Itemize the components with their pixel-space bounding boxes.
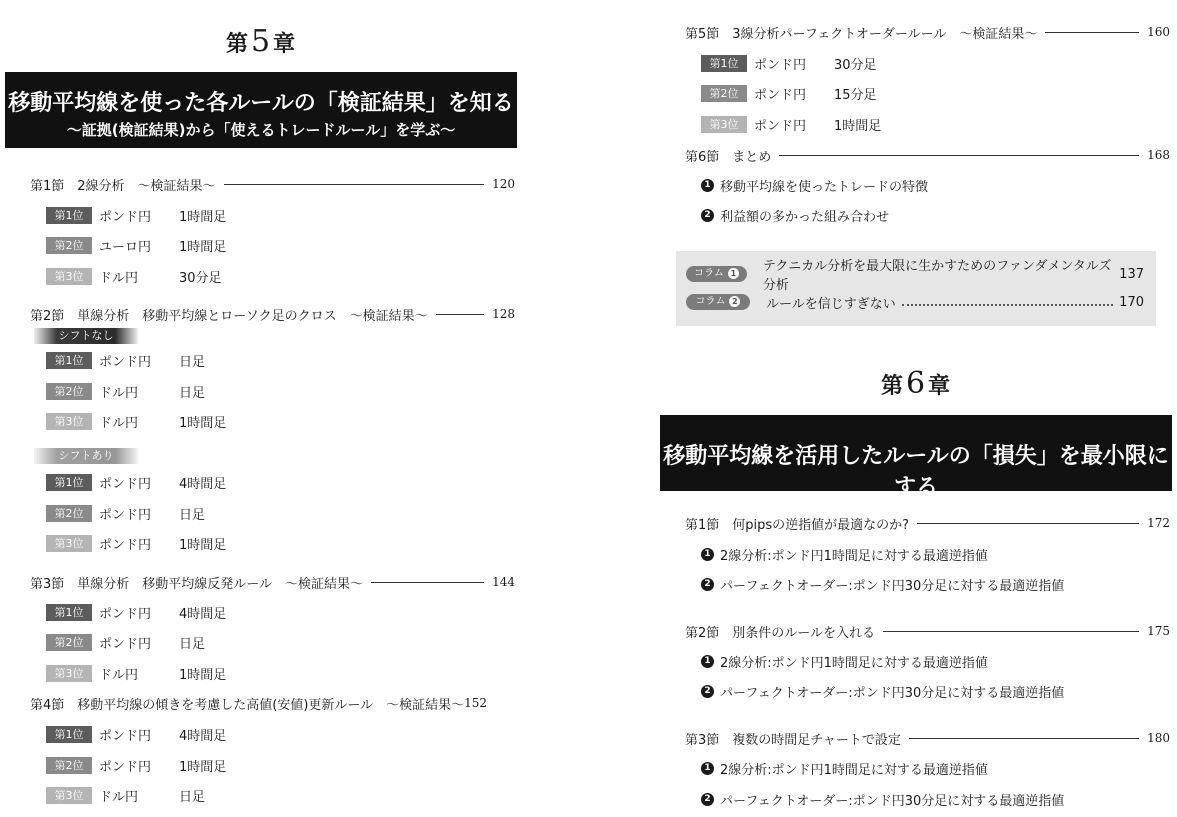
page-number: 170: [1119, 294, 1144, 310]
rank-badge: 第3位: [46, 787, 92, 804]
column-title: ルールを信じすぎない: [766, 296, 896, 312]
page-number: 180: [1147, 731, 1170, 745]
number-icon: 1: [701, 548, 714, 561]
pair: ドル円: [99, 385, 139, 401]
rank-badge: 第1位: [46, 352, 92, 369]
leader-line: [883, 631, 1139, 632]
pair: ポンド円: [754, 118, 807, 134]
rank-badge: 第2位: [701, 85, 747, 102]
page-number: 175: [1147, 624, 1170, 638]
chapter-6-heading: [660, 366, 1172, 401]
toc-section-1[interactable]: [30, 173, 515, 195]
rank-badge: 第3位: [701, 116, 747, 133]
pair: ポンド円: [99, 728, 152, 744]
rank-badge: 第2位: [46, 505, 92, 522]
rank-row: [46, 204, 226, 226]
column-tag-label: コラム: [693, 268, 724, 279]
toc-section-3[interactable]: [30, 571, 515, 593]
chapter-5-title: 移動平均線を使った各ルールの「検証結果」を知る: [8, 91, 514, 116]
rank-row: [46, 754, 226, 776]
dot-leader: [902, 304, 1113, 306]
rank-row: [46, 532, 226, 554]
leader-line: [224, 184, 485, 185]
column-tag: [686, 294, 750, 310]
rank-row: [701, 113, 881, 135]
pair: ドル円: [99, 789, 139, 805]
shift-yes-label: シフトあり: [34, 448, 138, 464]
rank-badge: 第1位: [46, 726, 92, 743]
leader-line: [909, 738, 1139, 739]
toc-ch6-section-3[interactable]: [685, 727, 1170, 749]
rank-badge: 第1位: [46, 604, 92, 621]
section-label: 第2節 別条件のルールを入れる: [685, 625, 876, 641]
pair: ポンド円: [99, 636, 152, 652]
rank-row: [46, 349, 205, 371]
chapter-number: 5: [250, 24, 272, 59]
timeframe: 1時間足: [179, 209, 227, 225]
page-number: 137: [1119, 266, 1144, 282]
page-number: 160: [1147, 25, 1170, 39]
toc-section-4[interactable]: [30, 692, 515, 714]
section-label: 第5節 3線分析パーフェクトオーダールール ～検証結果～: [685, 26, 1038, 42]
column-entry-1[interactable]: [686, 259, 1144, 293]
rank-row: [46, 380, 205, 402]
pair: ポンド円: [99, 606, 152, 622]
rank-row: [701, 82, 877, 104]
leader-line: [1045, 32, 1139, 33]
timeframe: 1時間足: [834, 118, 882, 134]
number-icon: 2: [701, 685, 714, 698]
rank-row: [46, 410, 226, 432]
toc-ch6-section-2[interactable]: [685, 620, 1170, 642]
timeframe: 日足: [179, 354, 206, 370]
pair: ドル円: [99, 667, 139, 683]
column-title: テクニカル分析を最大限に生かすためのファンダメンタルズ分析: [762, 259, 1112, 293]
item-text: 2線分析:ポンド円1時間足に対する最適逆指値: [720, 655, 988, 671]
timeframe: 日足: [179, 507, 206, 523]
item-text: パーフェクトオーダー:ポンド円30分足に対する最適逆指値: [720, 578, 1065, 594]
pair: ポンド円: [754, 57, 807, 73]
timeframe: 1時間足: [179, 759, 227, 775]
rank-badge: 第1位: [46, 474, 92, 491]
pair: ポンド円: [99, 507, 152, 523]
rank-row: [46, 631, 205, 653]
list-item: [701, 680, 1064, 702]
column-tag-label: コラム: [695, 296, 726, 307]
timeframe: 1時間足: [179, 239, 227, 255]
number-icon: 2: [701, 209, 714, 222]
number-icon: 1: [701, 179, 714, 192]
item-text: 2線分析:ポンド円1時間足に対する最適逆指値: [720, 548, 988, 564]
rank-row: [46, 784, 205, 806]
rank-badge: 第2位: [46, 383, 92, 400]
section-label: 第3節 複数の時間足チャートで設定: [685, 732, 901, 748]
item-text: 移動平均線を使ったトレードの特徴: [720, 179, 929, 195]
item-text: パーフェクトオーダー:ポンド円30分足に対する最適逆指値: [720, 793, 1065, 809]
pair: ポンド円: [754, 87, 807, 103]
timeframe: 日足: [179, 789, 206, 805]
timeframe: 15分足: [834, 87, 877, 103]
chapter-suffix: 章: [273, 32, 297, 57]
rank-row: [46, 502, 205, 524]
rank-badge: 第2位: [46, 634, 92, 651]
page-number: 120: [492, 177, 515, 191]
chapter-5-subtitle: ～証拠(検証結果)から「使えるトレードルール」を学ぶ～: [66, 121, 456, 139]
section-label: 第1節 何pipsの逆指値が最適なのか?: [685, 517, 910, 533]
number-icon: 1: [701, 655, 714, 668]
page-number: 172: [1147, 516, 1170, 530]
timeframe: 1時間足: [179, 415, 227, 431]
leader-line: [371, 582, 484, 583]
timeframe: 1時間足: [179, 667, 227, 683]
chapter-5-banner: [5, 72, 517, 148]
toc-ch6-section-1[interactable]: [685, 512, 1170, 534]
list-item: [701, 650, 988, 672]
toc-section-2[interactable]: [30, 303, 515, 325]
rank-row: [46, 723, 226, 745]
rank-badge: 第3位: [46, 665, 92, 682]
timeframe: 30分足: [834, 57, 877, 73]
rank-badge: 第3位: [46, 268, 92, 285]
chapter-suffix: 章: [928, 374, 952, 399]
rank-row: [46, 265, 222, 287]
section-label: 第4節 移動平均線の傾きを考慮した高値(安値)更新ルール ～検証結果～: [30, 697, 465, 713]
page-number: 144: [492, 575, 515, 589]
pair: ドル円: [99, 415, 139, 431]
rank-row: [46, 471, 226, 493]
timeframe: 4時間足: [179, 606, 227, 622]
pair: ポンド円: [99, 209, 152, 225]
rank-row: [46, 662, 226, 684]
rank-badge: 第3位: [46, 535, 92, 552]
item-text: 2線分析:ポンド円1時間足に対する最適逆指値: [720, 762, 988, 778]
rank-row: [46, 601, 226, 623]
section-label: 第6節 まとめ: [685, 149, 772, 165]
chapter-prefix: 第: [225, 32, 249, 57]
timeframe: 4時間足: [179, 476, 227, 492]
page-number: 152: [464, 696, 488, 710]
timeframe: 1時間足: [179, 537, 227, 553]
section-label: 第3節 単線分析 移動平均線反発ルール ～検証結果～: [30, 576, 364, 592]
page-number: 168: [1147, 148, 1170, 162]
rank-row: [701, 52, 877, 74]
list-item: [701, 757, 988, 779]
shift-none-label: シフトなし: [34, 328, 138, 344]
chapter-6-title: 移動平均線を活用したルールの「損失」を最小限にする: [663, 444, 1169, 500]
rank-badge: 第1位: [46, 207, 92, 224]
list-item: [701, 573, 1064, 595]
number-icon: 1: [701, 762, 714, 775]
section-label: 第2節 単線分析 移動平均線とローソク足のクロス ～検証結果～: [30, 308, 428, 324]
pair: ユーロ円: [99, 239, 152, 255]
column-number-icon: 2: [729, 296, 740, 307]
pair: ポンド円: [99, 537, 152, 553]
rank-badge: 第2位: [46, 237, 92, 254]
pair: ポンド円: [99, 759, 152, 775]
timeframe: 日足: [179, 385, 206, 401]
list-item: [701, 543, 988, 565]
pair: ドル円: [99, 270, 139, 286]
timeframe: 30分足: [179, 270, 222, 286]
list-item: [701, 788, 1064, 810]
page-number: 128: [492, 307, 515, 321]
leader-line: [917, 523, 1139, 524]
number-icon: 2: [701, 578, 714, 591]
pair: ポンド円: [99, 354, 152, 370]
item-text: パーフェクトオーダー:ポンド円30分足に対する最適逆指値: [720, 685, 1065, 701]
section-label: 第1節 2線分析 ～検証結果～: [30, 178, 216, 194]
number-icon: 2: [701, 793, 714, 806]
column-number-icon: 1: [728, 268, 739, 279]
column-tag: [686, 266, 747, 282]
chapter-5-heading: [5, 24, 517, 59]
item-text: 利益額の多かった組み合わせ: [720, 209, 890, 225]
list-item: [701, 204, 889, 226]
chapter-6-banner: [660, 415, 1172, 500]
rank-row: [46, 234, 226, 256]
timeframe: 日足: [179, 636, 206, 652]
rank-badge: 第3位: [46, 413, 92, 430]
chapter-number: 6: [905, 366, 927, 401]
toc-section-5[interactable]: [685, 21, 1170, 43]
timeframe: 4時間足: [179, 728, 227, 744]
rank-badge: 第2位: [46, 757, 92, 774]
toc-section-6[interactable]: [685, 144, 1170, 166]
pair: ポンド円: [99, 476, 152, 492]
leader-line: [436, 314, 484, 315]
list-item: [701, 174, 928, 196]
rank-badge: 第1位: [701, 55, 747, 72]
chapter-prefix: 第: [880, 374, 904, 399]
column-entry-2[interactable]: [686, 292, 1144, 312]
leader-line: [779, 155, 1139, 156]
